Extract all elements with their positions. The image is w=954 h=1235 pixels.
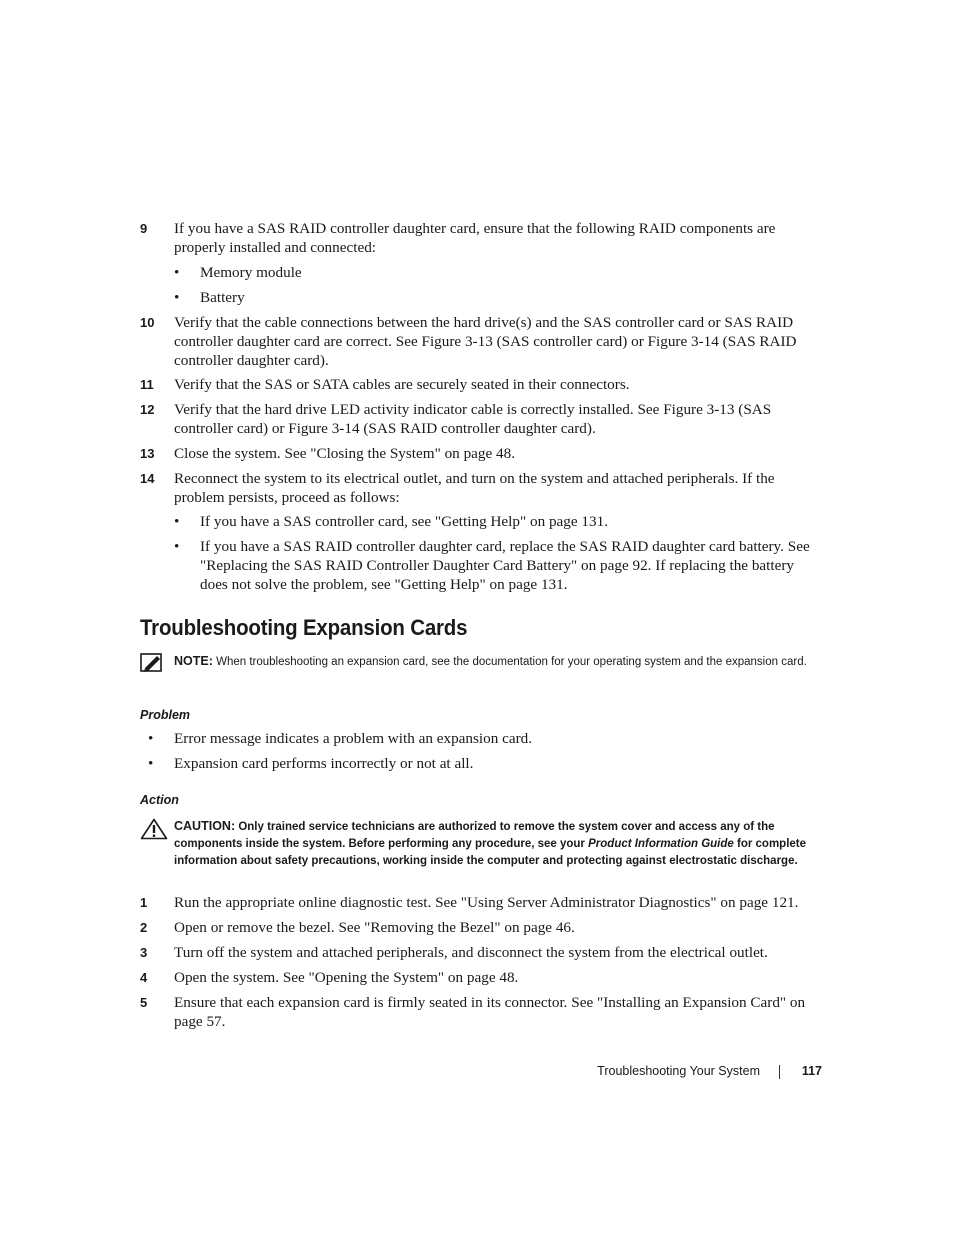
list-item-text: Error message indicates a problem with an expansion card. bbox=[174, 730, 533, 747]
step-13 bbox=[140, 444, 820, 463]
list-item bbox=[174, 263, 814, 282]
list-item-text: If you have a SAS controller card, see "Getting Help" on page 131. bbox=[200, 513, 609, 530]
note-box bbox=[140, 653, 820, 671]
guide-title: Product Information Guide bbox=[588, 838, 734, 850]
step-number: 14 bbox=[140, 471, 155, 486]
step-text: Verify that the cable connections between the hard drive(s) and the SAS controller card or SAS RAID controller daughter card are correct. See Figure 3-13 (SAS controller card) or Figure 3-14 (SAS RAID controller daughter card). bbox=[174, 314, 797, 369]
list-item bbox=[174, 512, 814, 531]
list-item-text: Expansion card performs incorrectly or not at all. bbox=[174, 755, 474, 772]
action-step-5 bbox=[140, 993, 820, 1031]
bullet: • bbox=[174, 538, 180, 555]
step-11 bbox=[140, 375, 820, 394]
list-item bbox=[148, 729, 788, 748]
list-item-text: Memory module bbox=[200, 264, 302, 281]
note-text: When troubleshooting an expansion card, see the documentation for your operating system and the expansion card. bbox=[216, 656, 807, 668]
step-text: If you have a SAS RAID controller daughter card, ensure that the following RAID components are properly installed and connected: bbox=[174, 220, 776, 256]
step-number: 11 bbox=[140, 377, 154, 392]
action-step-1 bbox=[140, 893, 820, 912]
step-10 bbox=[140, 313, 820, 370]
step-9 bbox=[140, 219, 820, 257]
page-number: 117 bbox=[801, 1064, 822, 1078]
note-label: NOTE: bbox=[174, 654, 213, 668]
bullet: • bbox=[148, 755, 154, 772]
bullet: • bbox=[148, 730, 154, 747]
list-item-text: If you have a SAS RAID controller daughter card, replace the SAS RAID daughter card battery. See "Replacing the SAS RAID Controller Daughter Card Battery" on page 92. If replacing the battery does not solve the problem, see "Getting Help" on page 131. bbox=[200, 538, 810, 593]
step-number: 1 bbox=[140, 895, 148, 910]
step-number: 10 bbox=[140, 315, 155, 330]
caution-text-end: for complete information about safety precautions, working inside the computer and protecting against electrostatic discharge. bbox=[174, 838, 807, 867]
step-text: Open or remove the bezel. See "Removing the Bezel" on page 46. bbox=[174, 919, 575, 936]
step-text: Turn off the system and attached peripherals, and disconnect the system from the electrical outlet. bbox=[174, 944, 768, 961]
step-text: Verify that the hard drive LED activity indicator cable is correctly installed. See Figure 3-13 (SAS controller card) or Figure 3-14 (SAS RAID controller daughter card). bbox=[174, 401, 772, 437]
action-step-2 bbox=[140, 918, 820, 937]
step-number: 9 bbox=[140, 221, 148, 236]
bullet: • bbox=[174, 264, 180, 281]
step-text: Reconnect the system to its electrical outlet, and turn on the system and attached peripherals. If the problem persists, proceed as follows: bbox=[174, 470, 775, 506]
problem-heading: Problem bbox=[140, 708, 191, 722]
step-12 bbox=[140, 400, 820, 438]
step-text: Ensure that each expansion card is firmly seated in its connector. See "Installing an Expansion Card" on page 57. bbox=[174, 994, 806, 1030]
action-step-3 bbox=[140, 943, 820, 962]
bullet: • bbox=[174, 513, 180, 530]
step-text: Open the system. See "Opening the System" on page 48. bbox=[174, 969, 519, 986]
caution-label: CAUTION: bbox=[174, 819, 236, 833]
step-text: Close the system. See "Closing the System" on page 48. bbox=[174, 445, 516, 462]
step-number: 12 bbox=[140, 402, 155, 417]
list-item bbox=[174, 537, 814, 594]
footer-chapter-title: Troubleshooting Your System bbox=[597, 1064, 760, 1078]
list-item bbox=[174, 288, 814, 307]
step-text: Verify that the SAS or SATA cables are securely seated in their connectors. bbox=[174, 376, 630, 393]
step-14 bbox=[140, 469, 820, 507]
list-item bbox=[148, 754, 788, 773]
step-number: 5 bbox=[140, 995, 148, 1010]
step-number: 2 bbox=[140, 920, 148, 935]
warning-triangle-icon bbox=[140, 818, 168, 846]
list-item-text: Battery bbox=[200, 289, 245, 306]
section-title: Troubleshooting Expansion Cards bbox=[140, 615, 468, 640]
step-number: 3 bbox=[140, 945, 148, 960]
action-heading: Action bbox=[140, 793, 179, 807]
action-step-4 bbox=[140, 968, 820, 987]
footer-divider bbox=[779, 1065, 780, 1079]
caution-box bbox=[140, 818, 820, 870]
caution-text: Only trained service technicians are authorized to remove the system cover and access any of the components inside the system. Before performing any procedure, see your bbox=[174, 821, 775, 850]
bullet: • bbox=[174, 289, 180, 306]
pencil-note-icon bbox=[140, 653, 164, 679]
step-number: 13 bbox=[140, 446, 155, 461]
page-footer bbox=[560, 1061, 822, 1081]
step-number: 4 bbox=[140, 970, 148, 985]
step-text: Run the appropriate online diagnostic test. See "Using Server Administrator Diagnostics" on page 121. bbox=[174, 894, 799, 911]
